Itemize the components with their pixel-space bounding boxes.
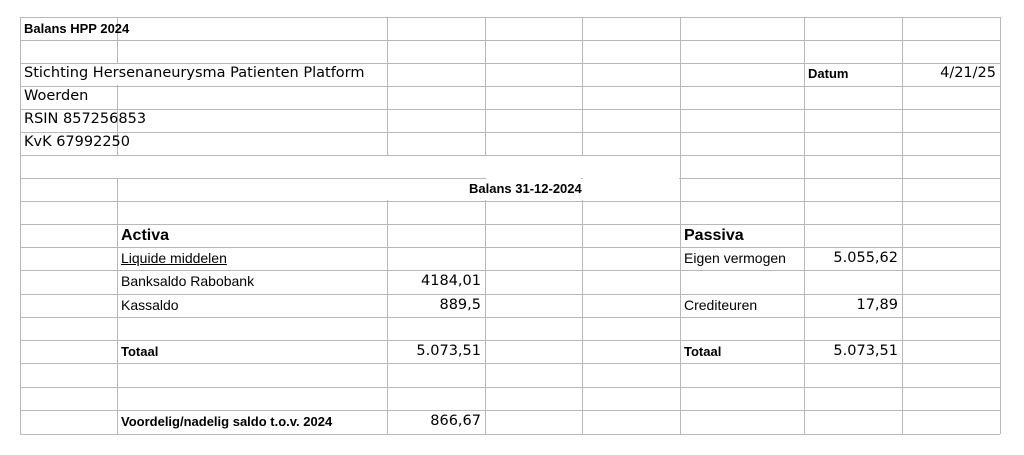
passiva-total-value: 5.073,51 — [833, 343, 898, 359]
sheet-title: Balans HPP 2024 — [24, 21, 130, 36]
grid-row-line — [20, 40, 1000, 41]
org-rsin: RSIN 857256853 — [24, 111, 147, 127]
org-name: Stichting Hersenaneurysma Patienten Platform — [24, 65, 365, 81]
grid-row-line — [20, 434, 1000, 435]
merged-cell-area — [118, 133, 386, 154]
activa-total-label: Totaal — [121, 344, 159, 359]
passiva-total-label: Totaal — [684, 344, 722, 359]
merged-cell-area — [681, 64, 803, 85]
merged-cell-area — [21, 156, 680, 178]
passiva-row-value: 5.055,62 — [833, 250, 898, 266]
passiva-row-value: 17,89 — [856, 297, 898, 313]
balance-title: Balans 31-12-2024 — [469, 181, 582, 196]
date-label: Datum — [808, 66, 849, 81]
merged-cell-area — [118, 110, 386, 131]
grid-row-line — [20, 387, 1000, 388]
merged-cell-area — [486, 64, 581, 85]
merged-cell-area — [583, 156, 679, 200]
spreadsheet-grid — [20, 17, 1000, 434]
org-kvk: KvK 67992250 — [24, 134, 131, 150]
merged-cell-area — [583, 64, 679, 85]
date-value: 4/21/25 — [940, 65, 996, 81]
passiva-heading: Passiva — [684, 227, 744, 244]
passiva-row-label: Crediteuren — [684, 297, 758, 313]
activa-section-label: Liquide middelen — [121, 250, 227, 266]
activa-row-value: 4184,01 — [421, 273, 481, 289]
activa-heading: Activa — [121, 227, 170, 244]
activa-row-value: 889,5 — [439, 297, 481, 313]
activa-row-label: Kassaldo — [121, 297, 179, 313]
grid-row-line — [20, 201, 1000, 202]
grid-row-line — [20, 86, 1000, 87]
grid-column-line — [1000, 17, 1001, 434]
grid-row-line — [20, 317, 1000, 318]
activa-row-label: Banksaldo Rabobank — [121, 273, 255, 289]
grid-row-line — [20, 17, 1000, 18]
passiva-row-label: Eigen vermogen — [684, 250, 786, 266]
result-label: Voordelig/nadelig saldo t.o.v. 2024 — [121, 414, 333, 429]
grid-row-line — [20, 363, 1000, 364]
activa-total-value: 5.073,51 — [416, 343, 481, 359]
result-value: 866,67 — [430, 413, 481, 429]
merged-cell-area — [388, 64, 484, 85]
grid-column-line — [804, 17, 805, 434]
org-city: Woerden — [24, 88, 89, 104]
grid-column-line — [902, 17, 903, 434]
